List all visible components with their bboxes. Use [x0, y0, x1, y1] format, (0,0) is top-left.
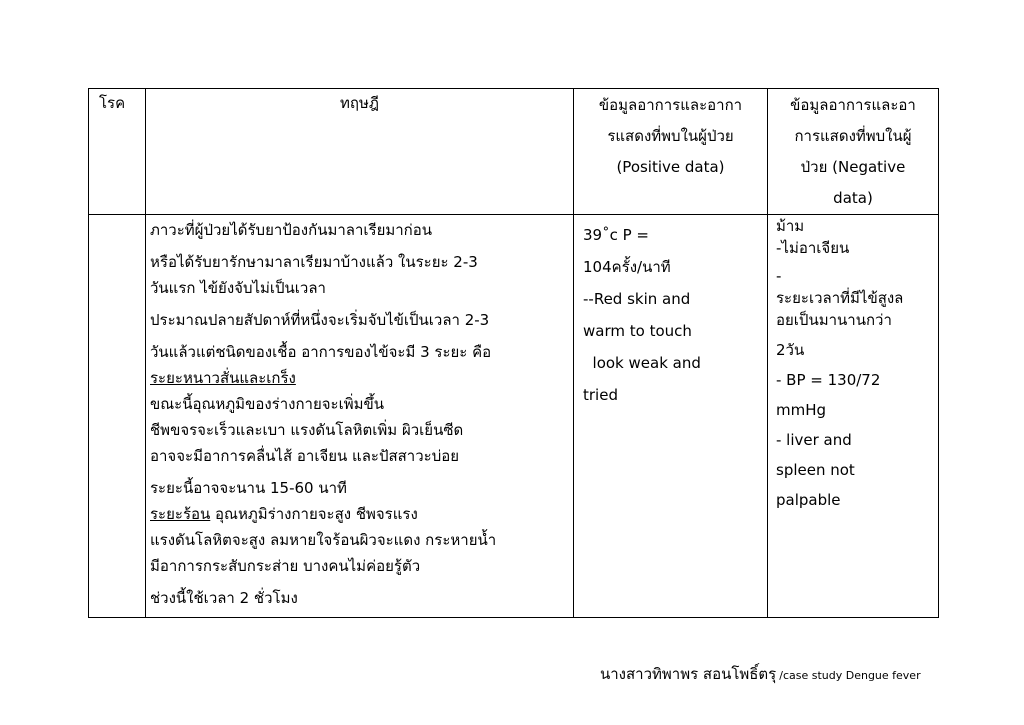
header-negative-data [768, 89, 939, 215]
theory-line: วันแล้วแต่ชนิดของเชื้อ อาการของไข้จะมี 3 ระยะ คือ [150, 343, 492, 361]
header-positive-line: รแสดงที่พบในผู้ป่วย [607, 127, 734, 145]
positive-line: 39˚c P = [583, 226, 649, 244]
footer-case-label: /case study Dengue fever [779, 669, 921, 682]
theory-line: แรงดันโลหิตจะสูง ลมหายใจร้อนผิวจะแดง กระหายน้ำ [150, 531, 497, 549]
header-positive-line: (Positive data) [616, 158, 725, 176]
header-disease: โรค [89, 89, 146, 215]
negative-line: - [776, 267, 782, 285]
positive-line: look weak and [583, 354, 701, 372]
negative-line: -ไม่อาเจียน [776, 239, 850, 257]
positive-line: warm to touch [583, 322, 692, 340]
table-row [89, 215, 939, 618]
header-negative-line: การแสดงที่พบในผู้ [794, 127, 912, 145]
header-positive-line: ข้อมูลอาการและอากา [598, 96, 743, 114]
negative-line: mmHg [776, 401, 827, 419]
negative-data-cell [768, 215, 939, 618]
negative-line: - BP = 130/72 [776, 371, 881, 389]
theory-line: ขณะนี้อุณหภูมิของร่างกายจะเพิ่มขึ้น [150, 395, 385, 413]
positive-line: tried [583, 386, 618, 404]
header-theory: ทฤษฎี [146, 89, 574, 215]
table-header-row [89, 89, 939, 215]
case-study-table [88, 88, 939, 618]
header-positive-data [574, 89, 768, 215]
theory-line: หรือได้รับยารักษามาลาเรียมาบ้างแล้ว ในระยะ 2-3 [150, 253, 478, 271]
negative-line: ระยะเวลาที่มีไข้สูงล [776, 289, 904, 307]
cold-stage-heading: ระยะหนาวสั่นและเกร็ง [150, 369, 296, 387]
theory-line [150, 501, 567, 527]
positive-data-cell [574, 215, 768, 618]
negative-line: spleen not [776, 461, 855, 479]
negative-line: อยเป็นมานานกว่า [776, 311, 892, 329]
theory-line: ชีพขจรจะเร็วและเบา แรงดันโลหิตเพิ่ม ผิวเย็นซีด [150, 421, 464, 439]
header-negative-line: ข้อมูลอาการและอา [790, 96, 916, 114]
disease-cell [89, 215, 146, 618]
theory-line: ช่วงนี้ใช้เวลา 2 ชั่วโมง [150, 589, 298, 607]
theory-line: ประมาณปลายสัปดาห์ที่หนึ่งจะเริ่มจับไข้เป็นเวลา 2-3 [150, 311, 490, 329]
header-negative-line: ป่วย (Negative [800, 158, 906, 176]
negative-line: palpable [776, 491, 841, 509]
positive-line: 104ครั้ง/นาที [583, 258, 671, 276]
positive-line: --Red skin and [583, 290, 691, 308]
footer-author: นางสาวทิพาพร สอนโพธิ์ตรุ [600, 665, 777, 683]
hot-stage-text: อุณหภูมิร่างกายจะสูง ชีพจรแรง [210, 505, 418, 523]
negative-line: - liver and [776, 431, 852, 449]
theory-line: วันแรก ไข้ยังจับไม่เป็นเวลา [150, 279, 326, 297]
negative-line: ม้าม [776, 217, 805, 235]
theory-line: อาจจะมีอาการคลื่นไส้ อาเจียน และปัสสาวะบ่อย [150, 447, 460, 465]
theory-line: มีอาการกระสับกระส่าย บางคนไม่ค่อยรู้ตัว [150, 557, 421, 575]
page-footer [600, 662, 960, 686]
theory-line: ระยะนี้อาจจะนาน 15-60 นาที [150, 479, 347, 497]
negative-line: 2วัน [776, 341, 805, 359]
hot-stage-heading: ระยะร้อน [150, 505, 211, 523]
theory-line: ภาวะที่ผู้ป่วยได้รับยาป้องกันมาลาเรียมาก่อน [150, 221, 433, 239]
header-negative-line: data) [833, 189, 873, 207]
theory-cell [146, 215, 574, 618]
